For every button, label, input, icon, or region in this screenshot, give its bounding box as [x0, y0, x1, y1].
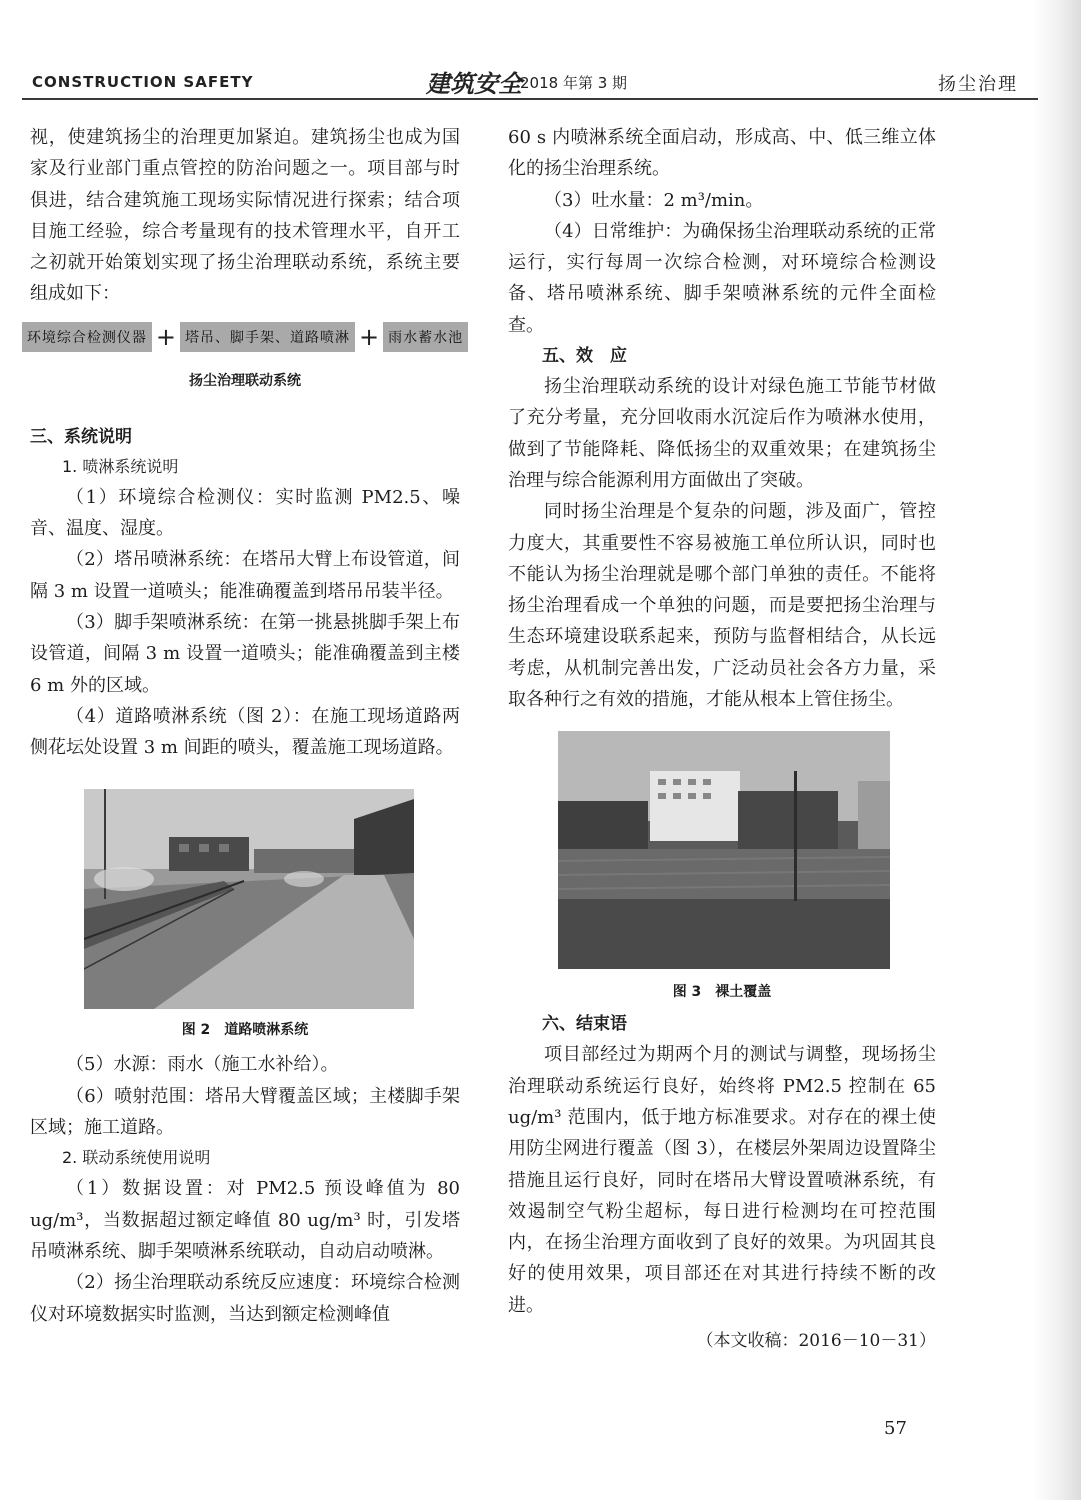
- page-number: 57: [884, 1418, 907, 1439]
- intro-paragraph: 视，使建筑扬尘的治理更加紧迫。建筑扬尘也成为国家及行业部门重点管控的防治问题之一。项目部与时俱进，结合建筑施工现场实际情况进行探索；结合项目施工经验，综合考量现有的技术管理水平，自开工之初就开始策划实现了扬尘治理联动系统，系统主要组成如下：: [30, 127, 460, 305]
- diagram-plus-2: +: [359, 322, 380, 351]
- list-item: （2）塔吊喷淋系统：在塔吊大臂上布设管道，间隔 3 m 设置一道喷头；能准确覆盖到塔吊吊装半径。: [30, 549, 460, 602]
- list-item: （1）数据设置：对 PM2.5 预设峰值为 80 ug/m³，当数据超过额定峰值 80 ug/m³ 时，引发塔吊喷淋系统、脚手架喷淋系统联动，自动启动喷淋。: [30, 1178, 460, 1262]
- figure-2: [30, 789, 460, 1039]
- section-name: 扬尘治理: [938, 74, 1018, 95]
- diagram-box-rainwater: 雨水蓄水池: [383, 322, 468, 352]
- effect-paragraph-1: 扬尘治理联动系统的设计对绿色施工节能节材做了充分考量，充分回收雨水沉淀后作为喷淋水使用，做到了节能降耗、降低扬尘的双重效果；在建筑扬尘治理与综合能源利用方面做出了突破。: [508, 376, 936, 491]
- scan-page-edge: [1033, 0, 1081, 1500]
- system-diagram: [26, 322, 464, 352]
- figure-2-caption: 图 2 道路喷淋系统: [181, 1022, 309, 1039]
- road-spray-photo-graphic: [84, 789, 414, 1009]
- received-date: （本文收稿：2016－10－31）: [696, 1331, 936, 1352]
- subsection-2-heading: 2. 联动系统使用说明: [62, 1148, 211, 1168]
- continued-paragraph: 60 s 内喷淋系统全面启动，形成高、中、低三维立体化的扬尘治理系统。: [508, 127, 936, 180]
- right-column: [508, 122, 936, 1355]
- section-3-heading: 三、系统说明: [30, 426, 132, 447]
- diagram-plus-1: +: [155, 322, 176, 351]
- figure-3-caption: 图 3 裸土覆盖: [672, 984, 772, 1001]
- header-rule: [22, 98, 1038, 100]
- list-item: （3）吐水量：2 m³/min。: [544, 189, 764, 211]
- effect-paragraph-2: 同时扬尘治理是个复杂的问题，涉及面广，管控力度大，其重要性不容易被施工单位所认识，同时也不能认为扬尘治理就是哪个部门单独的责任。不能将扬尘治理看成一个单独的问题，而是要把扬尘治理与生态环境建设联系起来，预防与监督相结合，从长远考虑，从机制完善出发，广泛动员社会各方力量，采取各种行之有效的措施，才能从根本上管住扬尘。: [508, 501, 936, 711]
- diagram-box-spray: 塔吊、脚手架、道路喷淋: [180, 322, 355, 352]
- journal-chinese-logo: 建筑安全: [426, 69, 522, 98]
- list-item: （4）道路喷淋系统（图 2）：在施工现场道路两侧花坛处设置 3 m 间距的喷头，覆盖施工现场道路。: [30, 705, 460, 759]
- list-item: （2）扬尘治理联动系统反应速度：环境综合检测仪对环境数据实时监测，当达到额定检测峰值: [30, 1272, 460, 1325]
- diagram-caption: 扬尘治理联动系统: [189, 372, 301, 389]
- left-column: [26, 122, 464, 1330]
- list-item: （1）环境综合检测仪：实时监测 PM2.5、噪音、温度、湿度。: [30, 486, 460, 540]
- list-item: （6）喷射范围：塔吊大臂覆盖区域；主楼脚手架区域；施工道路。: [30, 1085, 460, 1139]
- running-header: [22, 62, 1038, 100]
- conclusion-paragraph: 项目部经过为期两个月的测试与调整，现场扬尘治理联动系统运行良好，始终将 PM2.5 控制在 65 ug/m³ 范围内，低于地方标准要求。对存在的裸土使用防尘网进行覆盖（图 3），在楼层外架周边设置降尘措施且运行良好，同时在塔吊大臂设置喷淋系统，有效遏制空气粉尘超标，每日进行检测均在可控范围内，在扬尘治理方面收到了良好的效果。为巩固其良好的使用效果，项目部还在对其进行持续不断的改进。: [508, 1044, 936, 1316]
- journal-english-title: CONSTRUCTION SAFETY: [32, 73, 254, 91]
- figure-3: [508, 731, 936, 1001]
- list-item: （5）水源：雨水（施工水补给）。: [66, 1054, 339, 1076]
- section-5-heading: 五、效 应: [542, 346, 627, 367]
- issue-label: 2018 年第 3 期: [520, 74, 628, 92]
- list-item: （4）日常维护：为确保扬尘治理联动系统的正常运行，实行每周一次综合检测，对环境综合检测设备、塔吊喷淋系统、脚手架喷淋系统的元件全面检查。: [508, 220, 936, 336]
- bare-soil-cover-photo: [558, 731, 890, 969]
- road-spray-photo: [84, 789, 414, 1009]
- list-item: （3）脚手架喷淋系统：在第一挑悬挑脚手架上布设管道，间隔 3 m 设置一道喷头；能准确覆盖到主楼 6 m 外的区域。: [30, 611, 460, 696]
- bare-soil-cover-photo-graphic: [558, 731, 890, 969]
- diagram-box-monitor: 环境综合检测仪器: [22, 322, 152, 352]
- section-6-heading: 六、结束语: [542, 1014, 627, 1035]
- subsection-1-heading: 1. 喷淋系统说明: [62, 456, 179, 476]
